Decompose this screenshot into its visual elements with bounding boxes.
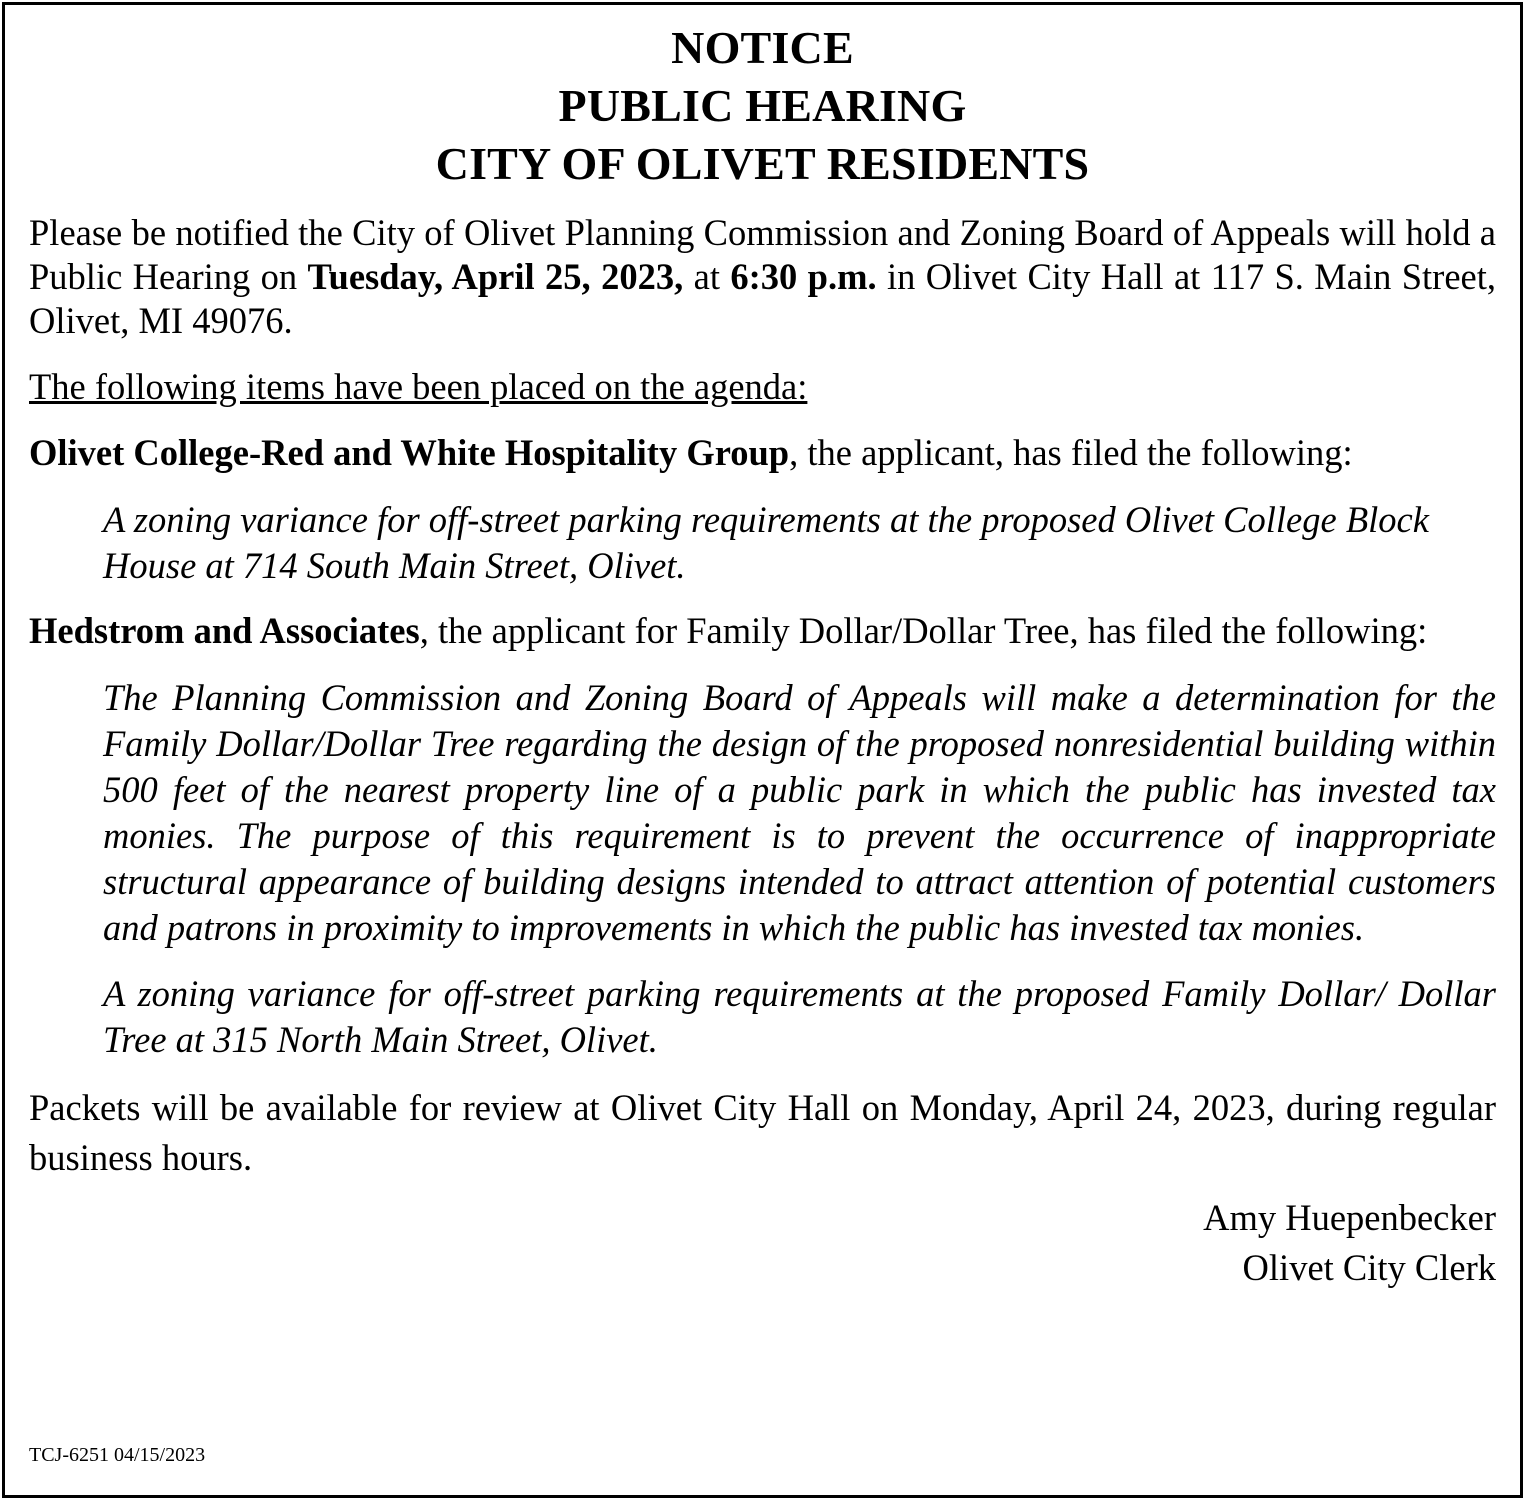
hearing-date: Tuesday, April 25, 2023, — [307, 256, 684, 297]
title-city-residents: CITY OF OLIVET RESIDENTS — [435, 138, 1090, 189]
title-public-hearing: PUBLIC HEARING — [558, 80, 967, 131]
applicant-2-item-2: A zoning variance for off-street parking requirements at the proposed Family Dollar/ Dollar Tree at 315 North Main Street, Olivet. — [103, 973, 1496, 1060]
applicant-1-item-1: A zoning variance for off-street parking requirements at the proposed Olivet College Block House at 714 South Main Street, Olivet. — [103, 499, 1429, 586]
signature-title: Olivet City Clerk — [1242, 1247, 1496, 1288]
signature-block — [29, 1193, 1496, 1293]
intro-connector: at — [683, 256, 731, 297]
applicant-2-item-1: The Planning Commission and Zoning Board of Appeals will make a determination for the Family Dollar/Dollar Tree regarding the design of the proposed nonresidential building within 500 feet of the nearest property line of a public park in which the public has invested tax monies. The purpose of this requirement is to prevent the occurrence of inappropriate structural appearance of building designs intended to attract attention of potential customers and patrons in proximity to improvements in which the public has invested tax monies. — [103, 677, 1496, 948]
applicant-2-name: Hedstrom and Associates — [29, 610, 420, 651]
hearing-time: 6:30 p.m. — [730, 256, 877, 297]
agenda-intro: The following items have been placed on the agenda: — [29, 366, 808, 407]
applicant-2-filing: , the applicant for Family Dollar/Dollar Tree, has filed the following: — [419, 610, 1428, 651]
packets-paragraph: Packets will be available for review at Olivet City Hall on Monday, April 24, 2023, during regular business hours. — [29, 1087, 1496, 1178]
signature-name: Amy Huepenbecker — [1203, 1197, 1496, 1238]
intro-location: in Olivet City Hall at 117 S. Main Street, Olivet, MI 49076. — [29, 256, 1497, 341]
reference-code: TCJ-6251 04/15/2023 — [29, 1444, 206, 1466]
title-notice: NOTICE — [671, 22, 854, 73]
applicant-2 — [29, 609, 1496, 653]
applicant-1-name: Olivet College-Red and White Hospitality Group — [29, 432, 790, 473]
applicant-1 — [29, 431, 1496, 475]
intro-paragraph — [29, 211, 1496, 343]
applicant-1-filing: , the applicant, has filed the following: — [789, 432, 1353, 473]
notice-title — [29, 19, 1496, 193]
intro-text: Please be notified the City of Olivet Planning Commission and Zoning Board of Appeals will hold a Public Hearing on — [29, 212, 1496, 297]
public-notice — [2, 2, 1523, 1498]
